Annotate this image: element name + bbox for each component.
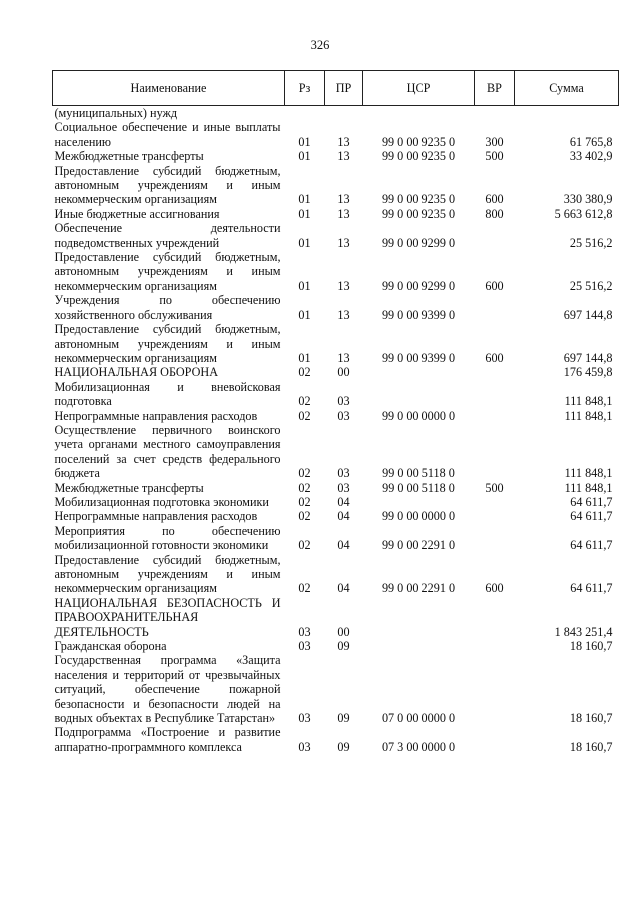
cell-rz: 01	[298, 192, 311, 207]
cell-pr: 03	[337, 466, 350, 481]
cell-rz: 02	[298, 538, 311, 553]
cell-sum: 64 611,7	[570, 538, 613, 553]
cell-vr	[475, 106, 515, 121]
cell-sum: 330 380,9	[563, 192, 613, 207]
cell-name: Межбюджетные трансферты	[54, 480, 204, 495]
cell-name: Мероприятия по обеспечению мобилизационной готовности экономики	[54, 523, 281, 553]
cell-vr: 500	[485, 149, 504, 164]
cell-rz: 01	[298, 307, 311, 322]
table-row	[53, 365, 619, 379]
cell-vr	[475, 423, 515, 481]
cell-name: Предоставление субсидий бюджетным, автономным учреждениям и иным некоммерческим организациям	[54, 552, 281, 596]
cell-name: Социальное обеспечение и иные выплаты населению	[54, 120, 281, 149]
cell-pr: 13	[337, 350, 350, 365]
cell-sum: 1 843 251,4	[554, 624, 613, 639]
cell-csr: 99 0 00 9235 0	[381, 206, 456, 221]
cell-sum: 111 848,1	[564, 480, 613, 495]
cell-csr: 99 0 00 5118 0	[382, 480, 455, 495]
cell-name: Межбюджетные трансферты	[54, 149, 204, 164]
cell-rz: 01	[298, 149, 311, 164]
table-row	[53, 725, 619, 754]
cell-csr	[363, 495, 475, 509]
cell-pr: 09	[337, 739, 350, 754]
table-row	[53, 553, 619, 596]
cell-pr: 13	[337, 192, 350, 207]
cell-pr: 13	[337, 149, 350, 164]
cell-csr: 99 0 00 9299 0	[381, 278, 456, 293]
cell-sum	[515, 106, 619, 121]
cell-sum: 176 459,8	[563, 365, 613, 380]
cell-sum: 64 611,7	[570, 509, 613, 524]
cell-pr: 04	[337, 538, 350, 553]
cell-sum: 18 160,7	[569, 711, 613, 726]
cell-csr: 07 0 00 0000 0	[381, 711, 456, 726]
cell-rz: 01	[298, 278, 311, 293]
cell-pr: 04	[337, 509, 350, 524]
cell-rz: 03	[298, 639, 311, 654]
cell-pr: 03	[337, 394, 350, 409]
cell-pr: 04	[337, 581, 350, 596]
cell-sum: 111 848,1	[564, 466, 613, 481]
cell-pr: 13	[337, 134, 350, 149]
cell-rz: 01	[298, 235, 311, 250]
cell-rz: 02	[298, 509, 311, 524]
cell-rz: 01	[298, 134, 311, 149]
cell-csr: 99 0 00 9235 0	[381, 134, 456, 149]
cell-csr: 99 0 00 9235 0	[381, 192, 456, 207]
header-csr: ЦСР	[363, 71, 475, 106]
cell-pr: 03	[337, 480, 350, 495]
table-row	[53, 207, 619, 221]
table-row	[53, 250, 619, 293]
cell-sum: 697 144,8	[563, 307, 613, 322]
cell-vr: 800	[485, 206, 504, 221]
table-row	[53, 596, 619, 639]
cell-name: Мобилизационная подготовка экономики	[54, 494, 269, 509]
table-row	[53, 423, 619, 481]
cell-rz: 03	[298, 624, 311, 639]
cell-vr	[475, 380, 515, 409]
header-rz: Рз	[285, 71, 325, 106]
cell-pr: 13	[337, 235, 350, 250]
cell-pr: 09	[337, 711, 350, 726]
cell-name: Подпрограмма «Построение и развитие аппаратно-программного комплекса	[54, 725, 281, 754]
cell-pr: 13	[337, 206, 350, 221]
cell-csr: 07 3 00 0000 0	[381, 739, 456, 754]
table-header	[53, 71, 619, 106]
cell-rz: 02	[298, 365, 311, 380]
table-row	[53, 106, 619, 121]
cell-csr: 99 0 00 9399 0	[381, 350, 456, 365]
cell-pr: 13	[337, 278, 350, 293]
cell-rz: 02	[298, 408, 311, 423]
cell-rz: 03	[298, 711, 311, 726]
cell-name: Непрограммные направления расходов	[54, 408, 258, 423]
cell-csr: 99 0 00 0000 0	[381, 509, 456, 524]
cell-name: Иные бюджетные ассигнования	[54, 206, 220, 221]
cell-vr	[475, 495, 515, 509]
table-row	[53, 293, 619, 322]
table-row	[53, 653, 619, 725]
cell-sum: 697 144,8	[563, 350, 613, 365]
cell-vr	[475, 596, 515, 639]
table-row	[53, 409, 619, 423]
cell-rz: 02	[298, 466, 311, 481]
cell-name: Государственная программа «Защита населения и территорий от чрезвычайных ситуаций, обеспечение пожарной безопасности и безопасности людей на водных объектах в Республике Татарстан»	[54, 653, 281, 726]
table-row	[53, 149, 619, 163]
cell-sum: 25 516,2	[569, 278, 613, 293]
cell-pr: 00	[337, 624, 350, 639]
cell-pr: 03	[337, 408, 350, 423]
cell-csr	[363, 639, 475, 653]
cell-vr	[475, 725, 515, 754]
table-row	[53, 164, 619, 207]
table-row	[53, 524, 619, 553]
cell-pr: 13	[337, 307, 350, 322]
table-row	[53, 322, 619, 365]
cell-sum: 33 402,9	[569, 149, 613, 164]
cell-sum: 25 516,2	[569, 235, 613, 250]
header-name: Наименование	[53, 71, 285, 106]
cell-sum: 111 848,1	[564, 408, 613, 423]
table-row	[53, 120, 619, 149]
cell-rz: 01	[298, 350, 311, 365]
cell-vr: 300	[485, 134, 504, 149]
budget-table	[52, 70, 619, 754]
budget-table-container	[52, 70, 618, 754]
cell-vr	[475, 509, 515, 523]
cell-pr	[325, 106, 363, 121]
table-row	[53, 495, 619, 509]
cell-csr	[363, 365, 475, 379]
cell-name: Гражданская оборона	[54, 639, 167, 654]
cell-name: (муниципальных) нужд	[54, 106, 178, 120]
header-pr: ПР	[325, 71, 363, 106]
cell-vr	[475, 524, 515, 553]
cell-vr	[475, 409, 515, 423]
cell-name: Предоставление субсидий бюджетным, автономным учреждениям и иным некоммерческим организациям	[54, 322, 281, 365]
cell-rz: 02	[298, 394, 311, 409]
cell-pr: 04	[337, 494, 350, 509]
cell-rz	[285, 106, 325, 121]
header-vr: ВР	[475, 71, 515, 106]
cell-name: НАЦИОНАЛЬНАЯ БЕЗОПАСНОСТЬ И ПРАВООХРАНИТЕЛЬНАЯ ДЕЯТЕЛЬНОСТЬ	[54, 595, 281, 639]
cell-rz: 02	[298, 581, 311, 596]
cell-vr: 600	[485, 278, 504, 293]
cell-vr	[475, 653, 515, 725]
cell-pr: 00	[337, 365, 350, 380]
cell-csr	[363, 596, 475, 639]
cell-rz: 02	[298, 494, 311, 509]
cell-csr: 99 0 00 9299 0	[381, 235, 456, 250]
cell-rz: 02	[298, 480, 311, 495]
cell-name: Мобилизационная и вневойсковая подготовка	[54, 379, 281, 409]
table-row	[53, 639, 619, 653]
cell-rz: 03	[298, 739, 311, 754]
cell-rz: 01	[298, 206, 311, 221]
cell-sum: 5 663 612,8	[554, 206, 613, 221]
cell-name: Осуществление первичного воинского учета органами местного самоуправления поселений за счет средств федерального бюджета	[54, 422, 281, 481]
table-row	[53, 221, 619, 250]
cell-sum: 64 611,7	[570, 581, 613, 596]
cell-csr	[363, 106, 475, 121]
cell-sum: 64 611,7	[570, 494, 613, 509]
cell-csr: 99 0 00 2291 0	[381, 581, 456, 596]
cell-vr: 600	[485, 350, 504, 365]
cell-pr: 09	[337, 639, 350, 654]
cell-vr	[475, 365, 515, 379]
table-body	[53, 106, 619, 755]
cell-name: Учреждения по обеспечению хозяйственного обслуживания	[54, 293, 281, 322]
cell-csr: 99 0 00 2291 0	[381, 538, 456, 553]
cell-vr: 500	[485, 480, 504, 495]
cell-sum: 18 160,7	[569, 739, 613, 754]
header-sum: Сумма	[515, 71, 619, 106]
cell-vr: 600	[485, 581, 504, 596]
cell-name: Непрограммные направления расходов	[54, 509, 258, 524]
table-row	[53, 509, 619, 523]
cell-sum: 111 848,1	[564, 394, 613, 409]
page-number: 326	[310, 38, 330, 52]
cell-csr: 99 0 00 0000 0	[381, 408, 456, 423]
cell-name: НАЦИОНАЛЬНАЯ ОБОРОНА	[54, 365, 219, 380]
cell-csr: 99 0 00 9235 0	[381, 149, 456, 164]
cell-vr: 600	[485, 192, 504, 207]
header-row	[53, 71, 619, 106]
cell-name: Предоставление субсидий бюджетным, автономным учреждениям и иным некоммерческим организациям	[54, 250, 281, 293]
cell-name: Обеспечение деятельности подведомственных учреждений	[54, 221, 281, 250]
table-row	[53, 481, 619, 495]
cell-csr	[363, 380, 475, 409]
cell-vr	[475, 221, 515, 250]
cell-vr	[475, 639, 515, 653]
table-row	[53, 380, 619, 409]
cell-csr: 99 0 00 5118 0	[382, 466, 455, 481]
cell-csr: 99 0 00 9399 0	[381, 307, 456, 322]
cell-vr	[475, 293, 515, 322]
cell-sum: 61 765,8	[569, 134, 613, 149]
cell-sum: 18 160,7	[569, 639, 613, 654]
cell-name: Предоставление субсидий бюджетным, автономным учреждениям и иным некоммерческим организациям	[54, 163, 281, 207]
